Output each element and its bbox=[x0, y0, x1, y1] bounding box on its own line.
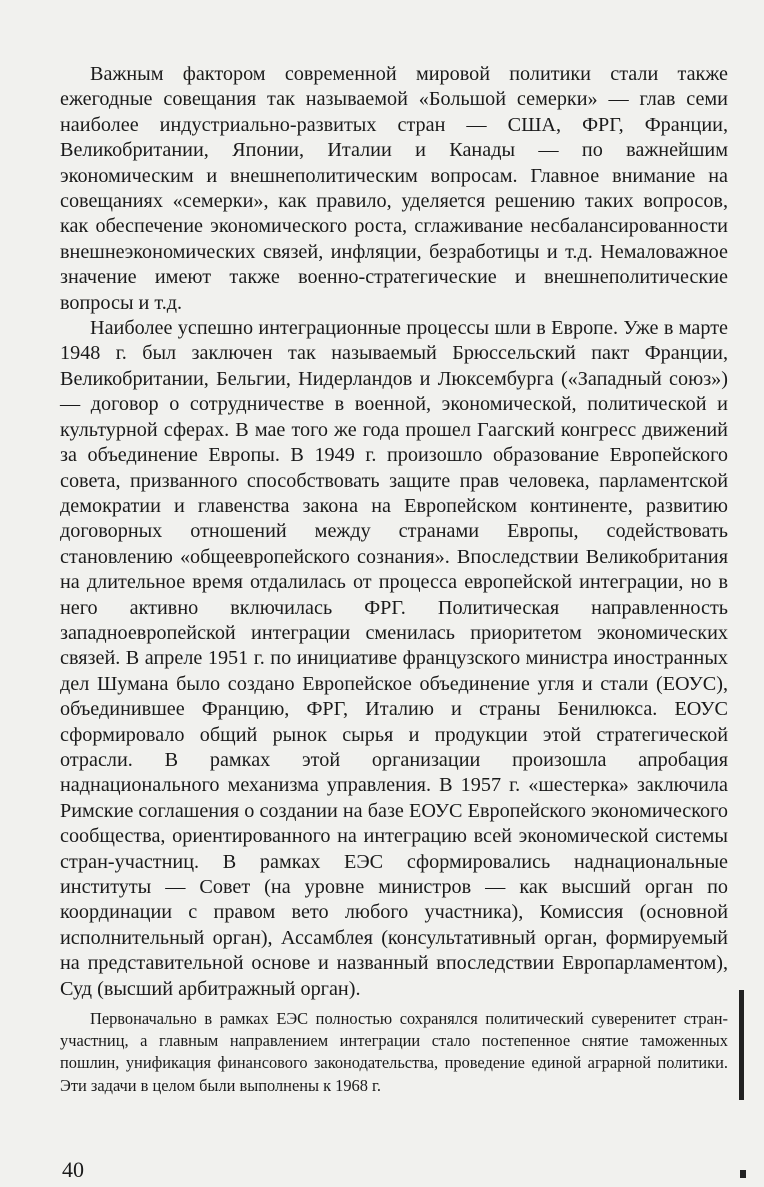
paragraph-big-seven: Важным фактором современной мировой политики стали также ежегодные совещания так называемой «Большой семерки» — глав семи наиболее индустриально-развитых стран — США, ФРГ, Франции, Великобритании, Японии, Италии и Канады — по важнейшим экономическим и внешнеполитическим вопросам. Главное внимание на совещаниях «семерки», как правило, уделяется решению таких вопросов, как обеспечение экономического роста, сглаживание несбалансированности внешнеэкономических связей, инфляции, безработицы и т.д. Немаловажное значение имеют также военно-стратегические и внешнеполитические вопросы и т.д. bbox=[60, 63, 728, 314]
paragraph-european-integration: Наиболее успешно интеграционные процессы шли в Европе. Уже в марте 1948 г. был заключен так называемый Брюссельский пакт Франции, Великобритании, Бельгии, Нидерландов и Люксембурга («Западный союз») — договор о сотрудничестве в военной, экономической, политической и культурной сферах. В мае того же года прошел Гаагский конгресс движений за объединение Европы. В 1949 г. произошло образование Европейского совета, призванного способствовать защите прав человека, парламентской демократии и главенства закона на Европейском континенте, развитию договорных отношений между странами Европы, содействовать становлению «общеевропейского сознания». Впоследствии Великобритания на длительное время отдалилась от процесса европейской интеграции, но в него активно включилась ФРГ. Политическая направленность западноевропейской интеграции сменилась приоритетом экономических связей. В апреле 1951 г. по инициативе французского министра иностранных дел Шумана было создано Европейское объединение угля и стали (ЕОУС), объединившее Францию, ФРГ, Италию и страны Бенилюкса. ЕОУС сформировало общий рынок сырья и продукции этой стратегической отрасли. В рамках этой организации произошла апробация наднационального механизма управления. В 1957 г. «шестерка» заключила Римские соглашения о создании на базе ЕОУС Европейского экономического сообщества, ориентированного на интеграцию всей экономической системы стран-участниц. В рамках ЕЭС сформировались наднациональные институты — Совет (на уровне министров — как высший орган по координации с правом вето любого участника), Комиссия (основной исполнительный орган), Ассамблея (консультативный орган, формируемый на представительной основе и названный впоследствии Европарламентом), Суд (высший арбитражный орган). bbox=[60, 317, 728, 1000]
page-body bbox=[60, 62, 728, 1097]
page-number: 40 bbox=[62, 1157, 84, 1182]
scan-edge-mark bbox=[739, 990, 744, 1100]
paragraph-eec-sovereignty: Первоначально в рамках ЕЭС полностью сохранялся политический суверенитет стран-участниц, а главным направлением интеграции стало постепенное снятие таможенных пошлин, унификация финансового законодательства, проведение единой аграрной политики. Эти задачи в целом были выполнены к 1968 г. bbox=[60, 1009, 728, 1095]
scan-dot-mark bbox=[740, 1170, 746, 1178]
